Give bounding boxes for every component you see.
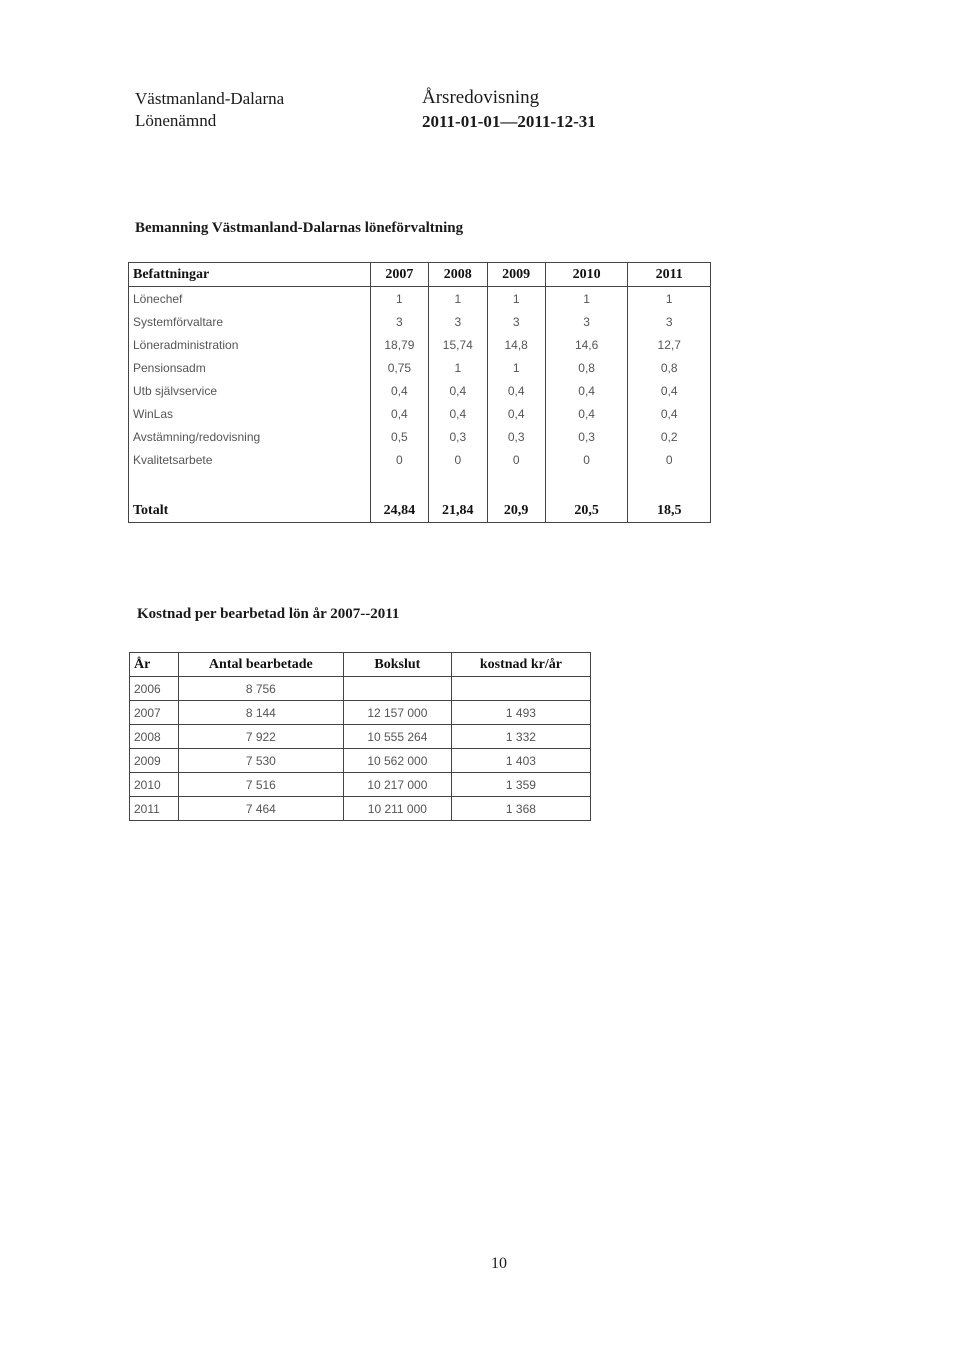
cell-value: 0: [487, 448, 545, 471]
cell-value: 0,8: [628, 356, 711, 379]
cost-cell: 10 555 264: [343, 725, 451, 749]
cost-cell: 7 516: [178, 773, 343, 797]
staffing-title: Bemanning Västmanland-Dalarnas löneförvaltning: [135, 220, 464, 236]
cost-row: [130, 701, 591, 725]
cell-value: 0,4: [370, 379, 428, 402]
report-period: 2011-01-01—2011-12-31: [422, 112, 596, 131]
total-value: 18,5: [628, 499, 711, 523]
cell-value: 0,4: [429, 402, 487, 425]
cell-value: 3: [545, 310, 628, 333]
cell-value: 14,8: [487, 333, 545, 356]
spacer-row: [129, 471, 711, 499]
col-header: 2008: [429, 263, 487, 287]
total-label: Totalt: [129, 499, 371, 523]
col-header: Befattningar: [129, 263, 371, 287]
row-label: Lönechef: [129, 287, 371, 311]
cell-value: 0,3: [545, 425, 628, 448]
cost-cell: 10 217 000: [343, 773, 451, 797]
cost-cell: 12 157 000: [343, 701, 451, 725]
staffing-row: [129, 310, 711, 333]
staffing-row: [129, 356, 711, 379]
cost-cell: 7 922: [178, 725, 343, 749]
cell-value: 3: [628, 310, 711, 333]
cost-cell: 7 530: [178, 749, 343, 773]
document-title: Årsredovisning: [422, 87, 540, 108]
cost-row: [130, 725, 591, 749]
cost-cell: 10 562 000: [343, 749, 451, 773]
staffing-row: [129, 379, 711, 402]
row-label: WinLas: [129, 402, 371, 425]
page-number: 10: [491, 1255, 507, 1272]
cost-cell: 8 756: [178, 677, 343, 701]
staffing-row: [129, 425, 711, 448]
col-header: År: [130, 653, 179, 677]
cell-value: 0: [545, 448, 628, 471]
col-header: 2010: [545, 263, 628, 287]
cost-cell: 1 368: [451, 797, 590, 821]
cost-cell: 7 464: [178, 797, 343, 821]
cell-value: 14,6: [545, 333, 628, 356]
staffing-header-row: [129, 263, 711, 287]
total-value: 24,84: [370, 499, 428, 523]
cell-value: 1: [628, 287, 711, 311]
cost-cell: 2006: [130, 677, 179, 701]
header-left: [135, 88, 284, 132]
cost-cell: [451, 677, 590, 701]
cost-row: [130, 797, 591, 821]
total-value: 20,9: [487, 499, 545, 523]
cell-value: 0,2: [628, 425, 711, 448]
cell-value: 1: [545, 287, 628, 311]
org-name: Västmanland-Dalarna: [135, 89, 285, 108]
col-header: 2011: [628, 263, 711, 287]
col-header: Antal bearbetade: [178, 653, 343, 677]
staffing-row: [129, 402, 711, 425]
cell-value: 0,8: [545, 356, 628, 379]
cell-value: 0,4: [545, 402, 628, 425]
cost-cell: 2010: [130, 773, 179, 797]
cell-value: 1: [429, 287, 487, 311]
cost-cell: 10 211 000: [343, 797, 451, 821]
staffing-row: [129, 287, 711, 311]
staffing-row: [129, 448, 711, 471]
cost-cell: 1 359: [451, 773, 590, 797]
cell-value: 1: [487, 356, 545, 379]
row-label: Kvalitetsarbete: [129, 448, 371, 471]
row-label: Avstämning/redovisning: [129, 425, 371, 448]
cost-cell: 2011: [130, 797, 179, 821]
cost-cell: 2008: [130, 725, 179, 749]
cost-cell: 8 144: [178, 701, 343, 725]
cell-value: 0: [370, 448, 428, 471]
cell-value: 0: [628, 448, 711, 471]
cell-value: 18,79: [370, 333, 428, 356]
cell-value: 0,4: [429, 379, 487, 402]
col-header: 2007: [370, 263, 428, 287]
row-label: Systemförvaltare: [129, 310, 371, 333]
cost-cell: [343, 677, 451, 701]
header-center: [422, 86, 596, 134]
cost-row: [130, 749, 591, 773]
col-header: Bokslut: [343, 653, 451, 677]
cell-value: 3: [429, 310, 487, 333]
row-label: Pensionsadm: [129, 356, 371, 379]
cost-cell: 2007: [130, 701, 179, 725]
cost-table: [129, 652, 591, 821]
cell-value: 0,3: [487, 425, 545, 448]
row-label: Utb självservice: [129, 379, 371, 402]
cell-value: 0,4: [370, 402, 428, 425]
cost-cell: 1 403: [451, 749, 590, 773]
cell-value: 1: [370, 287, 428, 311]
cell-value: 0,4: [487, 402, 545, 425]
cost-cell: 2009: [130, 749, 179, 773]
cell-value: 12,7: [628, 333, 711, 356]
cell-value: 1: [429, 356, 487, 379]
total-value: 20,5: [545, 499, 628, 523]
total-row: [129, 499, 711, 523]
cost-row: [130, 677, 591, 701]
cell-value: 0,5: [370, 425, 428, 448]
cell-value: 0,4: [628, 379, 711, 402]
cell-value: 3: [487, 310, 545, 333]
cell-value: 0,4: [487, 379, 545, 402]
cell-value: 0: [429, 448, 487, 471]
col-header: 2009: [487, 263, 545, 287]
cost-cell: 1 332: [451, 725, 590, 749]
unit-name: Lönenämnd: [135, 111, 217, 130]
row-label: Löneradministration: [129, 333, 371, 356]
col-header: kostnad kr/år: [451, 653, 590, 677]
total-value: 21,84: [429, 499, 487, 523]
staffing-table: [128, 262, 711, 523]
cost-row: [130, 773, 591, 797]
staffing-row: [129, 333, 711, 356]
cost-header-row: [130, 653, 591, 677]
cell-value: 0,75: [370, 356, 428, 379]
cell-value: 1: [487, 287, 545, 311]
cell-value: 3: [370, 310, 428, 333]
cell-value: 0,3: [429, 425, 487, 448]
cost-cell: 1 493: [451, 701, 590, 725]
cell-value: 15,74: [429, 333, 487, 356]
cell-value: 0,4: [545, 379, 628, 402]
cell-value: 0,4: [628, 402, 711, 425]
cost-title: Kostnad per bearbetad lön år 2007--2011: [137, 606, 400, 622]
